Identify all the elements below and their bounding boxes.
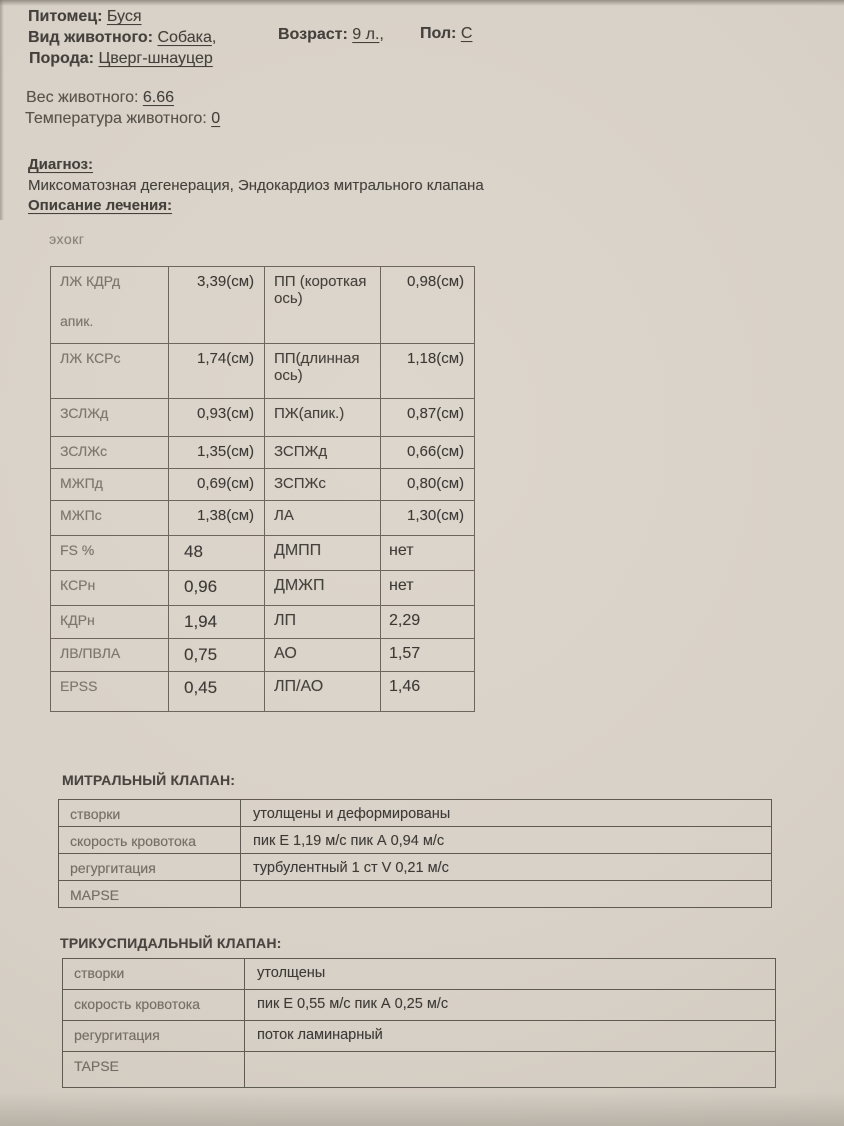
- value-cell: 3,39(см): [169, 267, 265, 344]
- value-cell: 1,35(см): [169, 437, 265, 469]
- value-cell: пик Е 0,55 м/с пик А 0,25 м/с: [245, 990, 776, 1021]
- species-value: Собака: [157, 29, 212, 46]
- pet-name-value: Буся: [106, 8, 142, 25]
- param-cell: ЛА: [265, 501, 381, 536]
- echo-row: [51, 571, 475, 606]
- echo-row: [51, 469, 475, 501]
- value-cell: утолщены и деформированы: [241, 800, 772, 827]
- param-cell: ЛП: [265, 606, 381, 639]
- tricuspid-row: [63, 990, 776, 1021]
- echo-section-label: эхокг: [49, 231, 85, 247]
- echo-row: [51, 267, 475, 344]
- param-cell: TAPSE: [63, 1052, 245, 1088]
- breed-value: Цверг-шнауцер: [98, 50, 213, 67]
- echo-row: [51, 536, 475, 571]
- param-cell: ДМЖП: [265, 571, 381, 606]
- param-line-1: ЛЖ КДРд: [60, 273, 121, 289]
- param-cell: ЛП/АО: [265, 672, 381, 712]
- diagnosis-text: Миксоматозная дегенерация, Эндокардиоз митрального клапана: [28, 177, 484, 194]
- param-cell: ДМПП: [265, 536, 381, 571]
- species-label: Вид животного:: [28, 29, 153, 46]
- param-cell: КДРн: [51, 606, 169, 639]
- echo-row: [51, 672, 475, 712]
- temperature-line: [25, 110, 220, 128]
- value-cell: нет: [381, 536, 475, 571]
- age-line: [278, 26, 384, 44]
- tricuspid-section-title: ТРИКУСПИДАЛЬНЫЙ КЛАПАН:: [60, 935, 282, 951]
- species-comma: ,: [211, 29, 217, 46]
- param-cell: ЗСЛЖс: [51, 437, 169, 469]
- echo-table: [50, 266, 475, 712]
- param-cell: регургитация: [59, 854, 241, 881]
- param-cell: АО: [265, 639, 381, 672]
- value-cell: пик Е 1,19 м/с пик А 0,94 м/с: [241, 827, 772, 854]
- param-cell: ПП(длинная ось): [265, 344, 381, 399]
- value-cell: 0,75: [169, 639, 265, 672]
- weight-value: 6.66: [142, 89, 175, 106]
- value-cell: 0,80(см): [381, 469, 475, 501]
- tricuspid-row: [63, 1052, 776, 1088]
- tricuspid-table: [62, 958, 776, 1088]
- value-cell: 0,87(см): [381, 399, 475, 437]
- value-cell: 48: [169, 536, 265, 571]
- value-cell: 1,30(см): [381, 501, 475, 536]
- value-cell: турбулентный 1 ст V 0,21 м/с: [241, 854, 772, 881]
- value-cell: 0,98(см): [381, 267, 475, 344]
- param-cell: ЛВ/ПВЛА: [51, 639, 169, 672]
- param-cell: КСРн: [51, 571, 169, 606]
- value-cell: 1,38(см): [169, 501, 265, 536]
- species-line: [28, 29, 216, 47]
- value-cell: утолщены: [245, 959, 776, 990]
- param-cell: ЗСПЖс: [265, 469, 381, 501]
- age-value: 9 л.: [352, 26, 380, 43]
- pet-name-line: [28, 8, 142, 26]
- sex-value: С: [460, 25, 473, 42]
- photo-left-edge: [0, 0, 4, 220]
- param-cell: скорость кровотока: [59, 827, 241, 854]
- param-cell: ЗСЛЖд: [51, 399, 169, 437]
- value-cell: 1,57: [381, 639, 475, 672]
- param-cell: скорость кровотока: [63, 990, 245, 1021]
- value-cell: 1,18(см): [381, 344, 475, 399]
- temperature-label: Температура животного:: [25, 110, 207, 127]
- param-cell: EPSS: [51, 672, 169, 712]
- value-cell: 0,45: [169, 672, 265, 712]
- value-cell: 0,96: [169, 571, 265, 606]
- breed-line: [29, 50, 213, 68]
- weight-label: Вес животного:: [26, 89, 139, 106]
- value-cell: [241, 881, 772, 908]
- age-label: Возраст:: [278, 26, 348, 43]
- param-cell: ПЖ(апик.): [265, 399, 381, 437]
- param-line-2: апик.: [60, 313, 94, 329]
- value-cell: 2,29: [381, 606, 475, 639]
- param-cell: MAPSE: [59, 881, 241, 908]
- param-cell: FS %: [51, 536, 169, 571]
- echo-row: [51, 606, 475, 639]
- echo-row: [51, 437, 475, 469]
- value-cell: поток ламинарный: [245, 1021, 776, 1052]
- echo-row: [51, 501, 475, 536]
- sex-label: Пол:: [420, 25, 457, 42]
- weight-line: [26, 89, 174, 107]
- param-cell: МЖПд: [51, 469, 169, 501]
- value-cell: 1,46: [381, 672, 475, 712]
- param-cell: ЛЖ КСРс: [51, 344, 169, 399]
- mitral-section-title: МИТРАЛЬНЫЙ КЛАПАН:: [62, 772, 236, 788]
- echo-row: [51, 344, 475, 399]
- value-cell: [245, 1052, 776, 1088]
- mitral-row: [59, 827, 772, 854]
- echo-row: [51, 399, 475, 437]
- tricuspid-row: [63, 1021, 776, 1052]
- photo-top-edge: [0, 0, 844, 6]
- mitral-row: [59, 800, 772, 827]
- value-cell: 0,93(см): [169, 399, 265, 437]
- breed-label: Порода:: [29, 50, 94, 67]
- value-cell: нет: [381, 571, 475, 606]
- param-cell: створки: [59, 800, 241, 827]
- sex-line: [420, 25, 472, 43]
- value-cell: 1,74(см): [169, 344, 265, 399]
- mitral-table: [58, 799, 772, 908]
- param-cell: створки: [63, 959, 245, 990]
- temperature-value: 0: [211, 110, 221, 127]
- value-cell: 0,66(см): [381, 437, 475, 469]
- mitral-row: [59, 881, 772, 908]
- param-cell: регургитация: [63, 1021, 245, 1052]
- pet-label: Питомец:: [28, 8, 103, 25]
- diagnosis-label: Диагноз:: [28, 156, 93, 173]
- photo-bottom-shade: [0, 1092, 844, 1126]
- param-cell: ЗСПЖд: [265, 437, 381, 469]
- param-cell: МЖПс: [51, 501, 169, 536]
- param-cell: ПП (короткая ось): [265, 267, 381, 344]
- age-comma: ,: [379, 26, 384, 43]
- param-cell: [51, 267, 169, 344]
- treatment-label: Описание лечения:: [28, 197, 172, 214]
- value-cell: 0,69(см): [169, 469, 265, 501]
- echo-row: [51, 639, 475, 672]
- value-cell: 1,94: [169, 606, 265, 639]
- mitral-row: [59, 854, 772, 881]
- tricuspid-row: [63, 959, 776, 990]
